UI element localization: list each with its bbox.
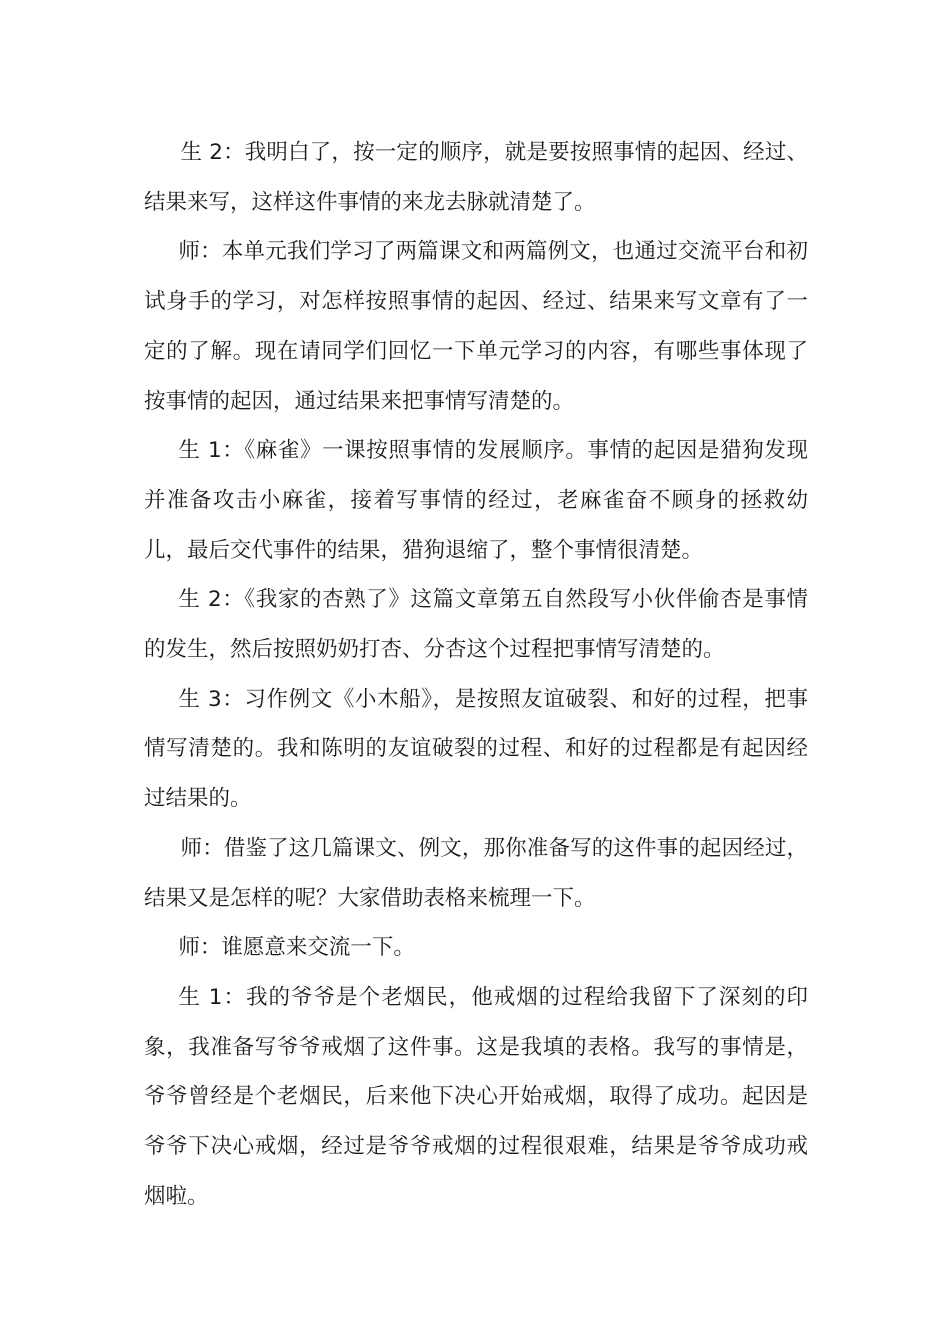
paragraph-teacher-share: 师：谁愿意来交流一下。 xyxy=(178,935,415,961)
paragraph-student2-order: 生 2：我明白了，按一定的顺序，就是要按照事情的起因、经过、结果来写，这样这件事情的来龙去脉就清楚了。 xyxy=(144,140,808,215)
paragraph-student1-sparrow: 生 1：《麻雀》一课按照事情的发展顺序。事情的起因是猎狗发现并准备攻击小麻雀，接着写事情的经过，老麻雀奋不顾身的拯救幼儿，最后交代事件的结果，猎狗退缩了，整个事情很清楚。 xyxy=(144,438,808,563)
paragraph-teacher-table: 师：借鉴了这几篇课文、例文，那你准备写的这件事的起因经过，结果又是怎样的呢？大家借助表格来梳理一下。 xyxy=(144,835,808,911)
paragraph-teacher-review: 师：本单元我们学习了两篇课文和两篇例文，也通过交流平台和初试身手的学习，对怎样按照事情的起因、经过、结果来写文章有了一定的了解。现在请同学们回忆一下单元学习的内容，有哪些事体现了按事情的起因，通过结果来把事情写清楚的。 xyxy=(144,239,808,414)
paragraph-student3-boat: 生 3：习作例文《小木船》，是按照友谊破裂、和好的过程，把事情写清楚的。我和陈明的友谊破裂的过程、和好的过程都是有起因经过结果的。 xyxy=(144,686,808,812)
document-body xyxy=(144,128,808,1221)
paragraph-student1-grandpa: 生 1：我的爷爷是个老烟民，他戒烟的过程给我留下了深刻的印象，我准备写爷爷戒烟了这件事。这是我填的表格。我写的事情是，爷爷曾经是个老烟民，后来他下决心开始戒烟，取得了成功。起因是爷爷下决心戒烟，经过是爷爷戒烟的过程很艰难，结果是爷爷成功戒烟啦。 xyxy=(144,984,808,1209)
paragraph-student2-apricot: 生 2：《我家的杏熟了》这篇文章第五自然段写小伙伴偷杏是事情的发生，然后按照奶奶打杏、分杏这个过程把事情写清楚的。 xyxy=(144,587,808,663)
